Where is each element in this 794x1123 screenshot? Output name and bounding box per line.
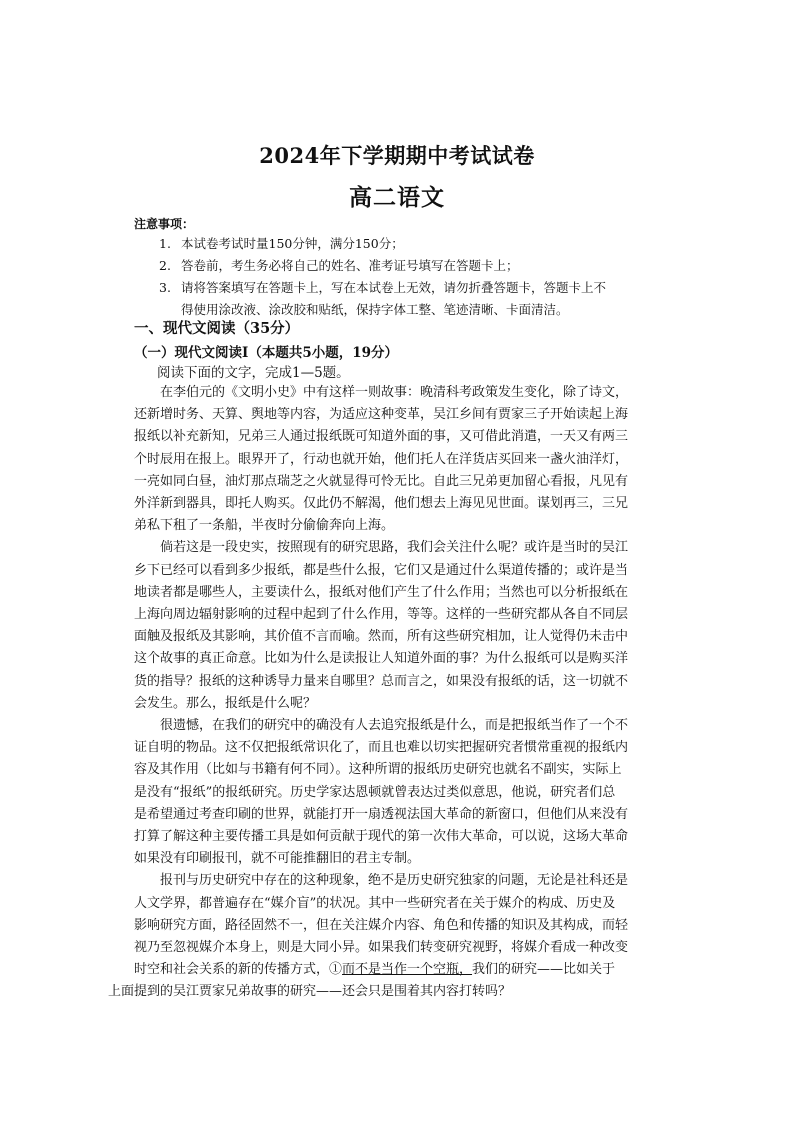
passage-paragraph-3: 很遗憾，在我们的研究中的确没有人去追究报纸是什么，而是把报纸当作了一个不 证自明的物品。这不仅把报纸常识化了，而且也难以切实把握研究者惯常重视的报纸内 容及其作用（比如与书籍有何不同）。这种所谓的报纸历史研究也就名不副实，实际上 是没有“报纸”的报纸研究。历史学家达恩顿就曾表达过类似意思，他说，研究者们总 是希望通过考查印刷的世界，就能打开一扇透视法国大革命的新窗口，但他们从来没有 打算了解这种主要传播工具是如何贡献于现代的第一次伟大革命，可以说，这场大革命 如果没有印刷报刊，就不可能推翻旧的君主专制。 <box>134 718 629 867</box>
reading-instruction: 阅读下面的文字，完成1—5题。 <box>157 365 350 381</box>
passage-paragraph-1: 在李伯元的《文明小史》中有这样一则故事：晚清科考政策发生变化，除了诗文， 还新增时务、天算、舆地等内容，为适应这种变革，吴江乡间有贾家三子开始读起上海 报纸以补充新知，兄弟三人通过报纸既可知道外面的事，又可借此消遣，一天又有两三 个时辰用在报上。眼界开了，行动也就开始，他们托人在洋货店买回来一盏火油洋灯， 一亮如同白昼，油灯那点瑞芝之火就显得可怜无比。自此三兄弟更加留心看报，凡见有 外洋新到器具，即托人购买。仅此仍不解渴，他们想去上海见见世面。谋划再三，三兄 弟私下租了一条船，半夜时分偷偷奔向上海。 <box>134 385 629 534</box>
note-item <box>159 277 669 321</box>
subsection-heading: （一）现代文阅读Ⅰ（本题共5小题，19分） <box>134 345 398 361</box>
note-text-continued: 得使用涂改液、涂改胶和贴纸，保持字体工整、笔迹清晰、卡面清洁。 <box>181 302 569 317</box>
passage-paragraph-2: 倘若这是一段史实，按照现有的研究思路，我们会关注什么呢？或许是当时的吴江 乡下已经可以看到多少报纸，都是些什么报，它们又是通过什么渠道传播的；或许是当 地读者都是哪些人，主要读什么，报纸对他们产生了什么作用；当然也可以分析报纸在 上海向周边辐射影响的过程中起到了什么作用，等等。这样的一些研究都从各自不同层 面触及报纸及其影响，其价值不言而喻。然而，所有这些研究相加，让人觉得仍未击中 这个故事的真正命意。比如为什么是读报让人知道外面的事？为什么报纸可以是购买洋 货的指导？报纸的这种诱导力量来自哪里？总而言之，如果没有报纸的话，这一切就不 会发生。那么，报纸是什么呢？ <box>134 540 629 711</box>
note-number: 3. <box>159 280 171 295</box>
note-number: 1. <box>159 236 171 251</box>
note-number: 2. <box>159 258 171 273</box>
section-heading: 一、现代文阅读（35分） <box>134 320 300 337</box>
exam-title: 2024年下学期期中考试试卷 <box>259 143 535 168</box>
note-text: 请将答案填写在答题卡上，写在本试卷上无效，请勿折叠答题卡，答题卡上不 <box>181 280 607 295</box>
reading-passage <box>108 382 664 1004</box>
note-item <box>159 255 669 277</box>
underlined-sentence: 而不是当作一个空瓶， <box>342 962 473 978</box>
note-text: 答卷前，考生务必将自己的姓名、准考证号填写在答题卡上； <box>181 258 519 273</box>
notes-heading: 注意事项： <box>134 217 195 231</box>
exam-subject: 高二语文 <box>349 184 445 211</box>
passage-paragraph-4: 报刊与历史研究中存在的这种现象，绝不是历史研究独家的问题，无论是社科还是 人文学界，都普遍存在“媒介盲”的状况。其中一些研究者在关于媒介的构成、历史及 影响研究方面，路径固然不一，但在关注媒介内容、角色和传播的知识及其构成，而轻 视乃至忽视媒介本身上，则是大同小异。如果我们转变研究视野，将媒介看成一种改变 时空和社会关系的新的传播方式，①而不是当作一个空瓶，我们的研究——比如关于 上面提到的吴江贾家兄弟故事的研究——还会只是围着其内容打转吗？ <box>108 873 629 1000</box>
question-marker-1: ① <box>329 962 343 978</box>
note-item <box>159 233 669 255</box>
note-text: 本试卷考试时量150分钟，满分150分； <box>181 236 404 251</box>
